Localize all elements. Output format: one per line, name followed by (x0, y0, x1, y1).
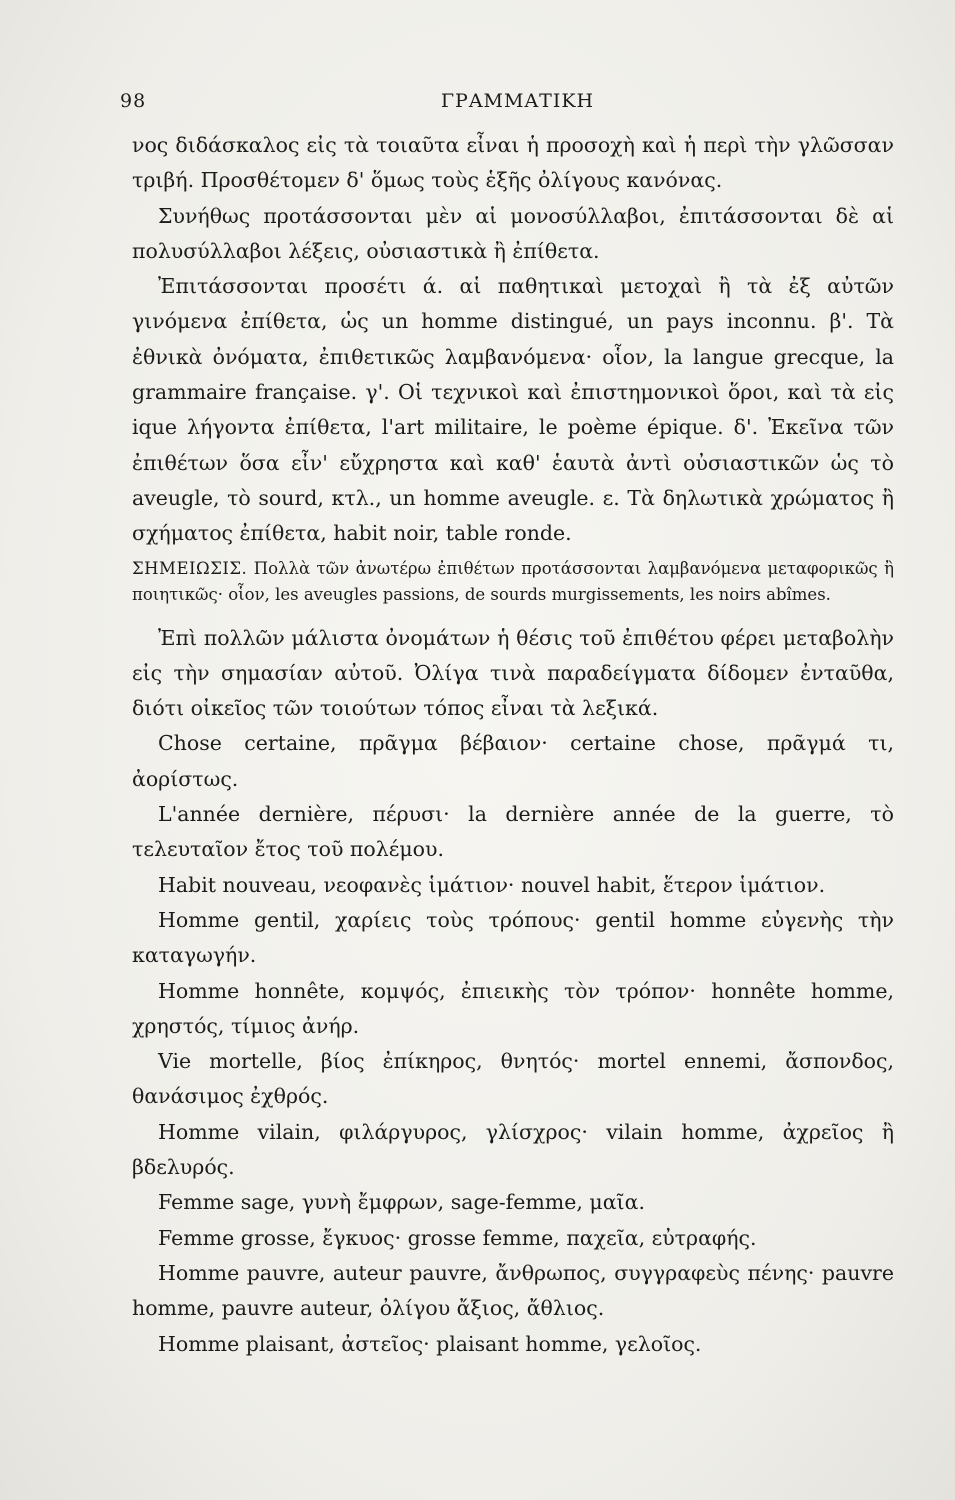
example-item: Homme vilain, φιλάργυρος, γλίσχρος· vilain homme, ἀχρεῖος ἢ βδελυρός. (132, 1119, 894, 1180)
example-item: Habit nouveau, νεοφανὲς ἱμάτιον· nouvel habit, ἕτερον ἱμάτιον. (158, 872, 826, 897)
paragraph: Ἐπὶ πολλῶν μάλιστα ὀνομάτων ἡ θέσις τοῦ ἐπιθέτου φέρει μεταβολὴν εἰς τὴν σημασίαν αὐτοῦ. Ὀλίγα τινὰ παραδείγματα δίδομεν ἐνταῦθα, διότι οἰκεῖος τῶν τοιούτων τόπος εἶναι τὰ λεξικά. (132, 625, 894, 721)
paragraph: Συνήθως προτάσσονται μὲν αἱ μονοσύλλαβοι, ἐπιτάσσονται δὲ αἱ πολυσύλλαβοι λέξεις, οὐσιαστικὰ ἢ ἐπίθετα. (132, 203, 894, 263)
example-item: Homme honnête, κομψός, ἐπιεικὴς τὸν τρόπον· honnête homme, χρηστός, τίμιος ἀνήρ. (132, 978, 894, 1038)
example-item: Femme sage, γυνὴ ἔμφρων, sage-femme, μαῖα. (158, 1190, 645, 1215)
note (132, 556, 894, 609)
note-label: ΣΗΜΕΙΩΣΙΣ. (132, 558, 248, 578)
example-item: Homme pauvre, auteur pauvre, ἄνθρωπος, συγγραφεὺς πένης· pauvre homme, pauvre auteur, ὀλίγου ἄξιος, ἄθλιος. (132, 1260, 894, 1321)
running-title: ΓΡΑΜΜΑΤΙΚΗ (440, 90, 595, 112)
example-item: Homme plaisant, ἀστεῖος· plaisant homme, γελοῖος. (158, 1331, 702, 1356)
paragraph: Ἐπιτάσσονται προσέτι ά. αἱ παθητικαὶ μετοχαὶ ἢ τὰ ἐξ αὐτῶν γινόμενα ἐπίθετα, ὡς un homme distingué, un pays inconnu. β'. Τὰ ἐθνικὰ ὀνόματα, ἐπιθετικῶς λαμβανόμενα· οἷον, la langue grecque, la grammaire française. γ'. Οἱ τεχνικοὶ καὶ ἐπιστημονικοὶ ὅροι, καὶ τὰ εἰς ique λήγοντα ἐπίθετα, l'art militaire, le poème épique. δ'. Ἐκεῖνα τῶν ἐπιθέτων ὅσα εἶν' εὔχρηστα καὶ καθ' ἑαυτὰ ἀντὶ οὐσιαστικῶν ὡς τὸ aveugle, τὸ sourd, κτλ., un homme aveugle. ε. Τὰ δηλωτικὰ χρώματος ἢ σχήματος ἐπίθετα, habit noir, table ronde. (132, 274, 894, 546)
page-number: 98 (120, 90, 147, 112)
example-item: L'année dernière, πέρυσι· la dernière année de la guerre, τὸ τελευταῖον ἔτος τοῦ πολέμου. (132, 802, 894, 862)
page-header (120, 90, 875, 122)
paragraph: νος διδάσκαλος εἰς τὰ τοιαῦτα εἶναι ἡ προσοχὴ καὶ ἡ περὶ τὴν γλῶσσαν τριβή. Προσθέτομεν δ' ὅμως τοὺς ἑξῆς ὀλίγους κανόνας. (132, 133, 894, 193)
note-text: Πολλὰ τῶν ἀνωτέρω ἐπιθέτων προτάσσονται λαμβανόμενα μεταφορικῶς ἢ ποιητικῶς· οἷον, les aveugles passions, de sourds murgissements, les noirs abîmes. (132, 558, 894, 605)
page-body (132, 128, 894, 1362)
example-item: Femme grosse, ἔγκυος· grosse femme, παχεῖα, εὐτραφής. (158, 1225, 757, 1250)
examples-list (132, 726, 894, 1361)
example-item: Homme gentil, χαρίεις τοὺς τρόπους· gentil homme εὐγενὴς τὴν καταγωγήν. (132, 907, 894, 968)
example-item: Chose certaine, πρᾶγμα βέβαιον· certaine chose, πρᾶγμά τι, ἀορίστως. (132, 731, 894, 791)
example-item: Vie mortelle, βίος ἐπίκηρος, θνητός· mortel ennemi, ἄσπονδος, θανάσιμος ἐχθρός. (132, 1049, 894, 1109)
